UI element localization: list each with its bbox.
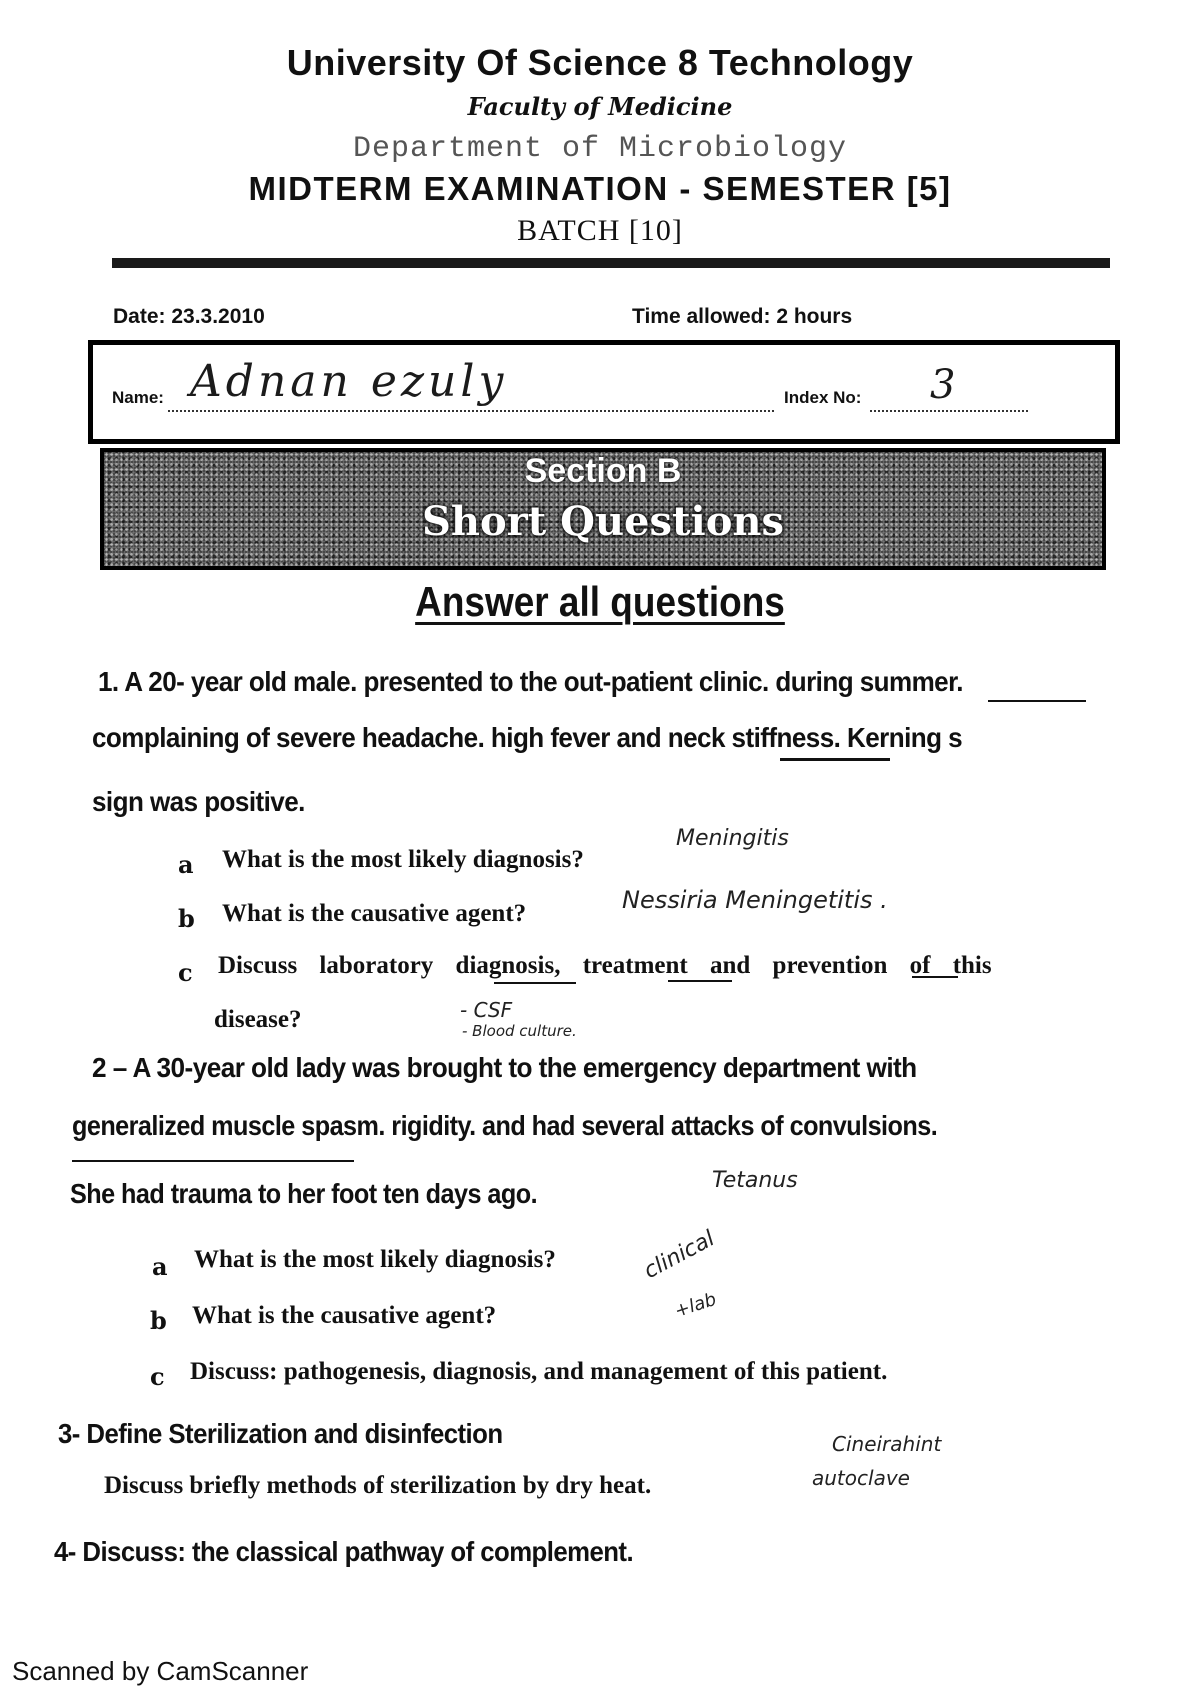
- question-1-line-1: 1. A 20- year old male. presented to the out-patient clinic. during summer.: [98, 666, 963, 697]
- instruction-heading: Answer all questions: [415, 578, 785, 625]
- q1-bullet-c: c: [178, 958, 193, 987]
- question-2-line-3: She had trauma to her foot ten days ago.: [70, 1178, 538, 1209]
- underline-summer: [988, 700, 1086, 702]
- q2-sub-b: What is the causative agent?: [192, 1302, 497, 1329]
- question-2-line-2: generalized muscle spasm. rigidity. and had several attacks of convulsions.: [72, 1110, 938, 1141]
- name-field-line: [168, 410, 774, 412]
- q3-answer-handwritten-1: Cineirahint: [832, 1432, 942, 1456]
- name-label: Name:: [112, 388, 164, 407]
- index-number-handwritten: 3: [930, 362, 956, 408]
- q1-bullet-b: b: [178, 904, 195, 933]
- underline-treatment: [668, 980, 732, 982]
- index-field-line: [870, 410, 1028, 412]
- q2-answer-b-handwritten-1: clinical: [640, 1226, 719, 1285]
- scanner-watermark: Scanned by CamScanner: [12, 1656, 309, 1686]
- q2-bullet-c: c: [150, 1362, 165, 1391]
- time-allowed: Time allowed: 2 hours: [632, 305, 853, 328]
- header-divider: [112, 258, 1110, 268]
- exam-date: Date: 23.3.2010: [113, 305, 265, 328]
- section-subtitle: Short Questions: [422, 498, 784, 545]
- question-1-line-2: complaining of severe headache. high fever and neck stiffness. Kerning s: [92, 722, 963, 753]
- q2-answer-b-handwritten-2: +lab: [672, 1288, 719, 1322]
- q1-answer-a-handwritten: Meningitis: [676, 826, 789, 851]
- q3-answer-handwritten-2: autoclave: [812, 1466, 910, 1490]
- q2-bullet-b: b: [150, 1306, 167, 1335]
- index-label: Index No:: [784, 388, 862, 407]
- question-1-line-3: sign was positive.: [92, 786, 305, 817]
- underline-diagnosis: [494, 982, 576, 984]
- question-3-title: 3- Define Sterilization and disinfection: [58, 1418, 503, 1449]
- faculty-name: Faculty of Medicine: [467, 92, 733, 121]
- underline-generalized-muscle: [72, 1160, 354, 1162]
- q2-sub-c: Discuss: pathogenesis, diagnosis, and management of this patient.: [190, 1358, 888, 1385]
- question-3-sub: Discuss briefly methods of sterilization by dry heat.: [104, 1472, 652, 1499]
- underline-prevention: [912, 976, 958, 978]
- q1-sub-a: What is the most likely diagnosis?: [222, 846, 584, 873]
- section-title: Section B: [524, 452, 682, 490]
- q2-bullet-a: a: [152, 1252, 168, 1281]
- department-name: Department of Microbiology: [352, 132, 848, 166]
- question-4-title: 4- Discuss: the classical pathway of complement.: [54, 1536, 634, 1567]
- q1-answer-b-handwritten: Nessiria Meningetitis .: [622, 886, 888, 914]
- q1-sub-b: What is the causative agent?: [222, 900, 527, 927]
- underline-neck-stiffness: [780, 758, 890, 761]
- q2-note-handwritten: Tetanus: [712, 1168, 798, 1193]
- student-name-handwritten: Adnan ezuly: [190, 356, 508, 407]
- question-2-line-1: 2 – A 30-year old lady was brought to the emergency department with: [92, 1052, 917, 1083]
- q1-answer-c-handwritten-1: - CSF: [460, 998, 513, 1022]
- exam-title: MIDTERM EXAMINATION - SEMESTER [5]: [248, 170, 952, 207]
- q1-answer-c-handwritten-2: - Blood culture.: [462, 1022, 577, 1040]
- q1-bullet-a: a: [178, 850, 194, 879]
- q1-sub-c-line-2: disease?: [214, 1006, 302, 1033]
- q2-sub-a: What is the most likely diagnosis?: [194, 1246, 556, 1273]
- batch-label: BATCH [10]: [517, 214, 683, 247]
- university-title: University Of Science 8 Technology: [286, 42, 914, 83]
- q1-sub-c-line-1: Discuss laboratory diagnosis, treatment and prevention of this: [218, 952, 992, 979]
